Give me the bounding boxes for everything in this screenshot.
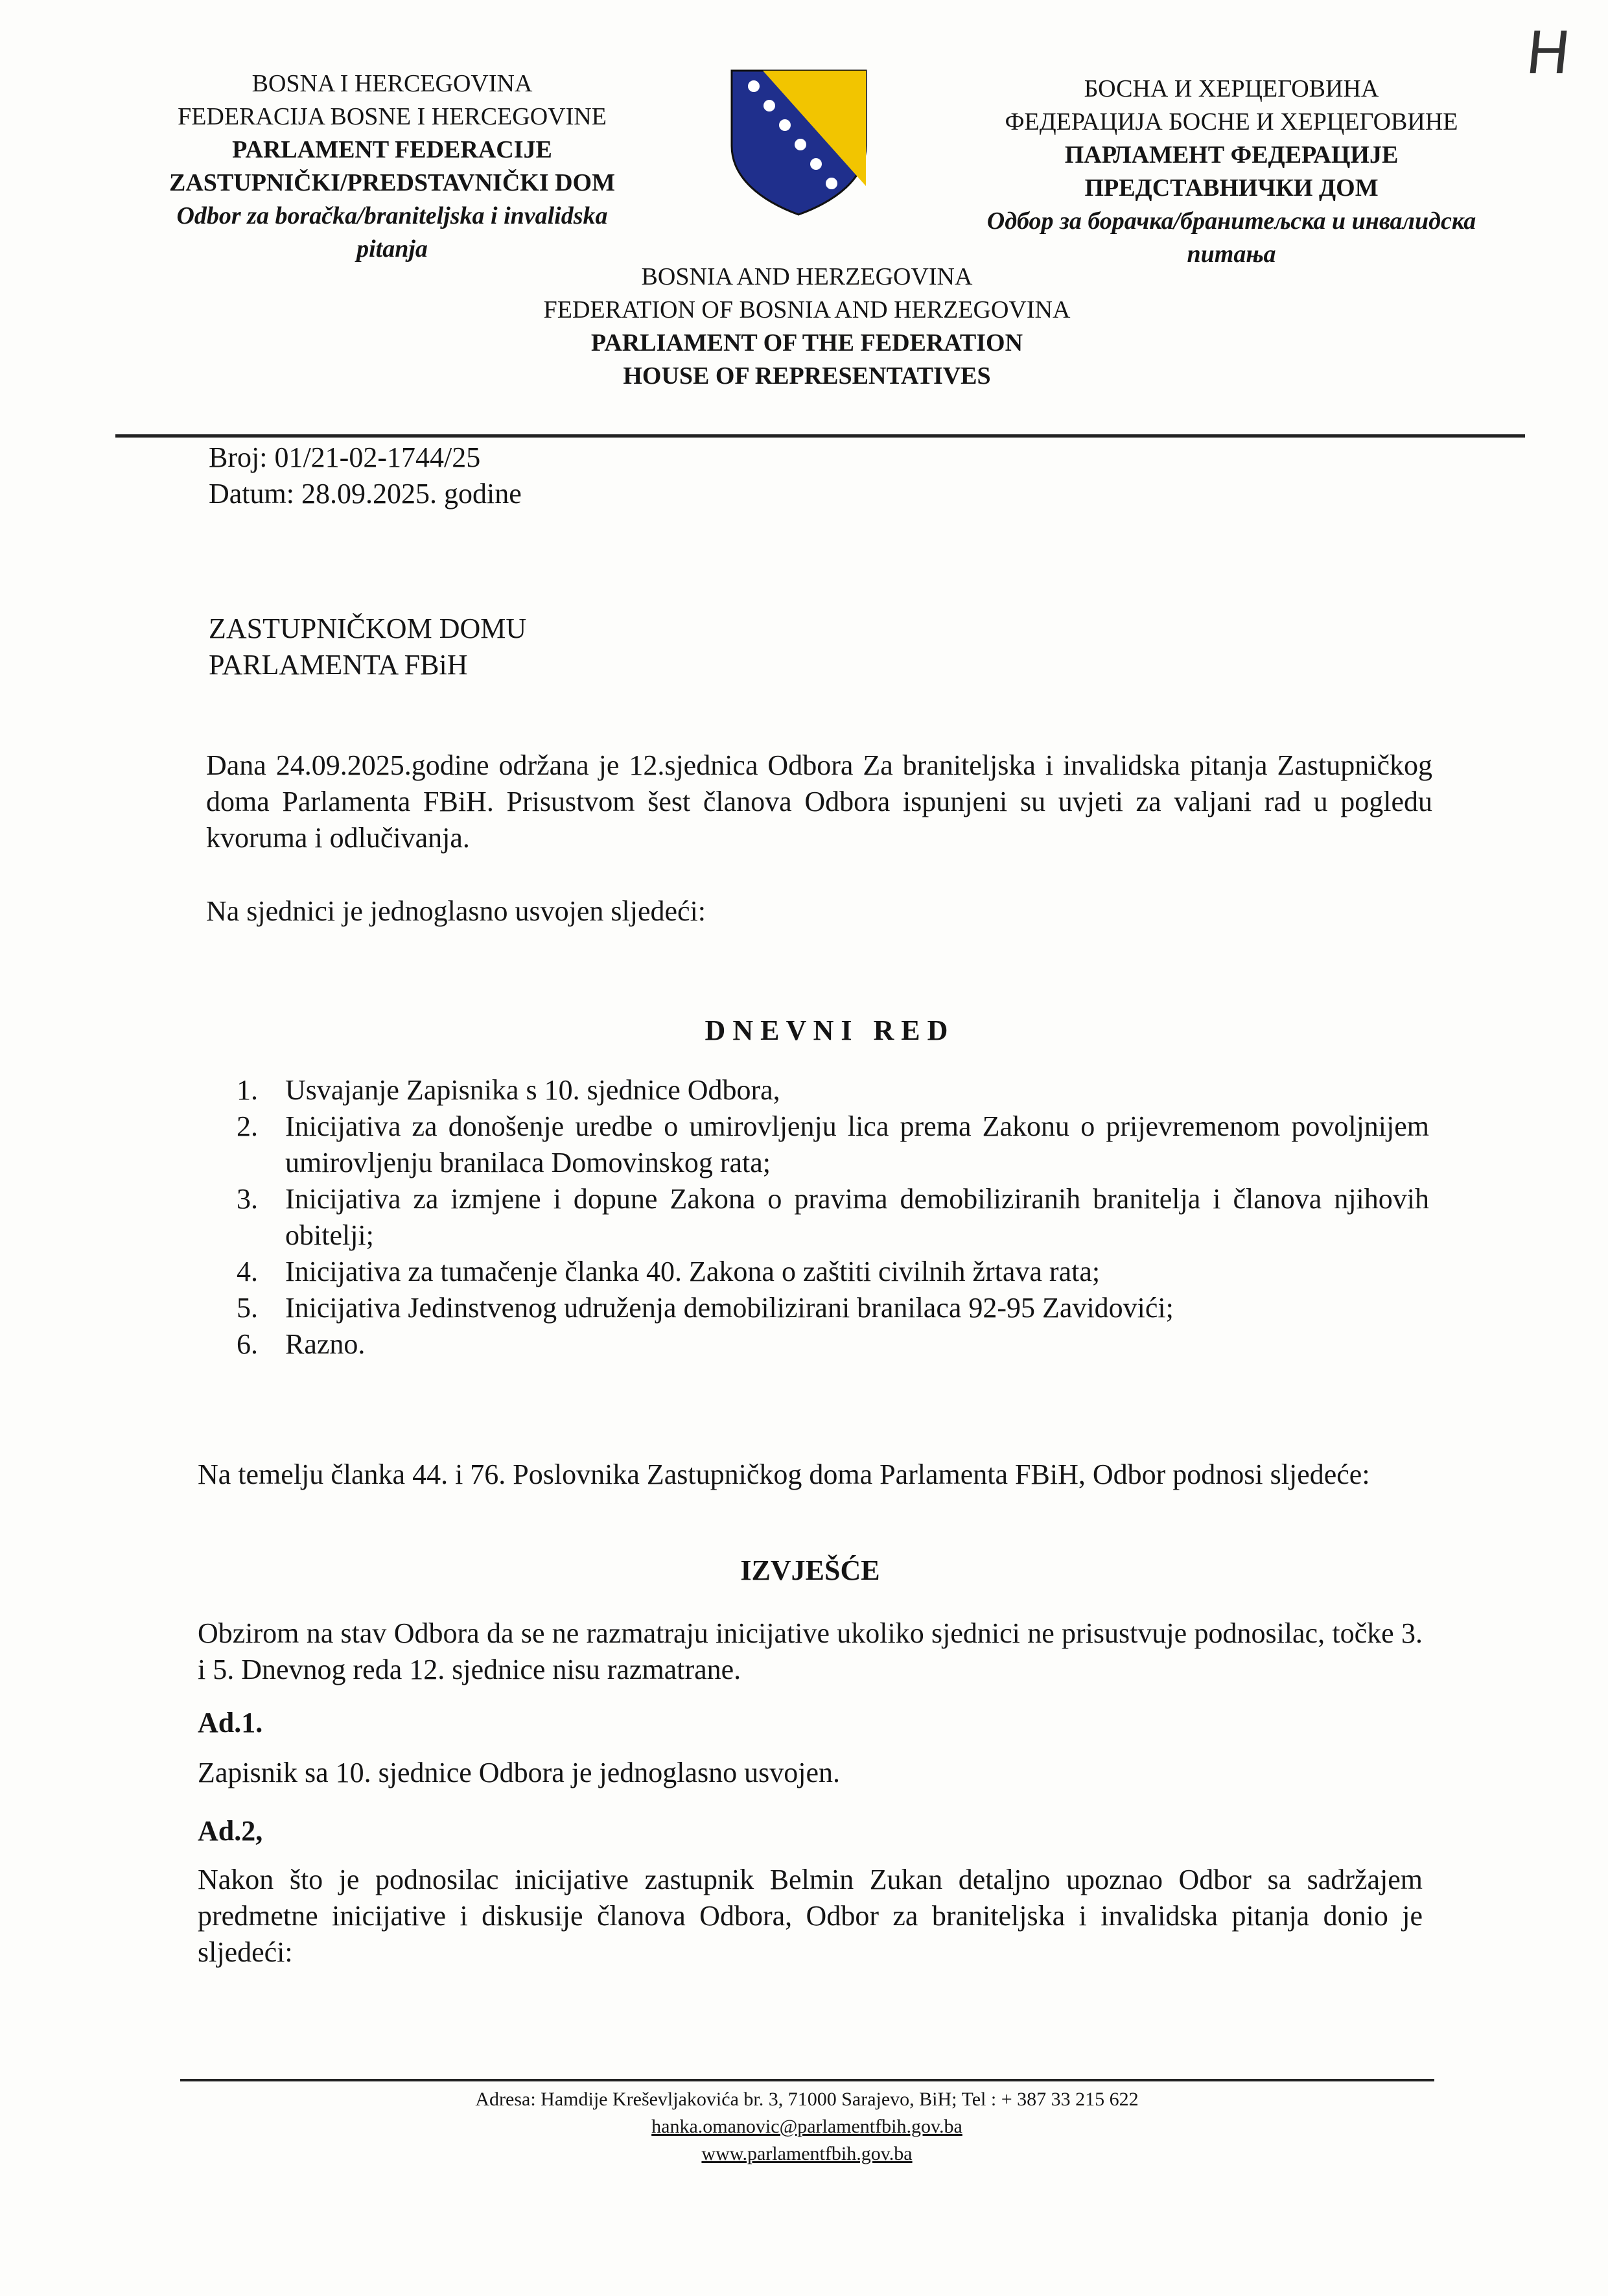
agenda-item-number: 2. <box>237 1110 258 1142</box>
agenda-item-number: 5. <box>237 1292 258 1324</box>
header-left-line-3: PARLAMENT FEDERACIJE <box>232 136 552 163</box>
header-center-line-4: HOUSE OF REPRESENTATIVES <box>623 362 991 390</box>
agenda-item-number: 4. <box>237 1256 258 1287</box>
list-item <box>237 1326 1429 1363</box>
header-divider <box>115 434 1525 438</box>
list-item <box>237 1254 1429 1290</box>
agenda-list <box>237 1072 1429 1363</box>
footer-address: Adresa: Hamdije Kreševljakovića br. 3, 71000 Sarajevo, BiH; Tel : + 387 33 215 622 <box>475 2089 1139 2110</box>
header-left-line-4: ZASTUPNIČKI/PREDSTAVNIČKI DOM <box>169 169 615 196</box>
header-right-line-4: ПРЕДСТАВНИЧКИ ДОМ <box>1084 174 1379 202</box>
agenda-item-number: 1. <box>237 1074 258 1106</box>
agenda-item-text: Inicijativa Jedinstvenog udruženja demobilizirani branilaca 92-95 Zavidovići; <box>285 1292 1174 1324</box>
header-left-line-1: BOSNA I HERCEGOVINA <box>251 70 533 97</box>
reference-date: Datum: 28.09.2025. godine <box>209 478 522 510</box>
footer <box>259 2086 1355 2168</box>
addressee-block <box>209 611 986 683</box>
agenda-item-number: 3. <box>237 1183 258 1215</box>
header-right-line-5: Одбор за борачка/бранитељска и инвалидска <box>986 207 1476 235</box>
adopted-line: Na sjednici je jednoglasno usvojen sljedeći: <box>206 895 706 927</box>
list-item <box>237 1072 1429 1108</box>
coat-of-arms-icon <box>729 68 868 217</box>
footer-email-link[interactable]: hanka.omanovic@parlamentfbih.gov.ba <box>651 2116 962 2137</box>
ad1-title: Ad.1. <box>198 1707 263 1739</box>
header-right-line-6: питања <box>1187 240 1276 268</box>
report-intro: Obzirom na stav Odbora da se ne razmatraju inicijative ukoliko sjednici ne prisustvuje podnosilac, točke 3. i 5. Dnevnog reda 12. sjednice nisu razmatrane. <box>198 1617 1423 1685</box>
addressee-line-2: PARLAMENTA FBiH <box>209 649 468 681</box>
header-center <box>454 261 1160 393</box>
intro-paragraph: Dana 24.09.2025.godine održana je 12.sjednica Odbora Za braniteljska i invalidska pitanja Zastupničkog doma Parlamenta FBiH. Prisustvom šest članova Odbora ispunjeni su uvjeti za valjani rad u pogledu kvoruma i odlučivanja. <box>206 749 1432 854</box>
list-item <box>237 1181 1429 1254</box>
reference-block <box>209 439 986 512</box>
footer-web-link[interactable]: www.parlamentfbih.gov.ba <box>701 2143 913 2164</box>
header-center-line-2: FEDERATION OF BOSNIA AND HERZEGOVINA <box>543 296 1071 323</box>
reference-number: Broj: 01/21-02-1744/25 <box>209 441 481 473</box>
ad1-text: Zapisnik sa 10. sjednice Odbora je jednoglasno usvojen. <box>198 1757 841 1788</box>
handwritten-mark: H <box>1522 19 1574 88</box>
footer-divider <box>180 2079 1434 2081</box>
agenda-item-text: Inicijativa za tumačenje članka 40. Zakona o zaštiti civilnih žrtava rata; <box>285 1256 1101 1287</box>
header-left-line-6: pitanja <box>356 235 428 263</box>
ad2-title: Ad.2, <box>198 1815 263 1847</box>
list-item <box>237 1108 1429 1181</box>
header-left-line-2: FEDERACIJA BOSNE I HERCEGOVINE <box>178 103 607 130</box>
agenda-item-text: Inicijativa za izmjene i dopune Zakona o pravima demobiliziranih branitelja i članova njihovih obitelji; <box>285 1183 1429 1251</box>
header-left <box>117 67 668 266</box>
basis-paragraph: Na temelju članka 44. i 76. Poslovnika Zastupničkog doma Parlamenta FBiH, Odbor podnosi sljedeće: <box>198 1458 1370 1490</box>
agenda-title: D N E V N I R E D <box>705 1014 948 1046</box>
agenda-item-text: Razno. <box>285 1328 366 1360</box>
ad2-text: Nakon što je podnosilac inicijative zastupnik Belmin Zukan detaljno upoznao Odbor sa sadržajem predmetne inicijative i diskusije članova Odbora, Odbor za braniteljska i invalidska pitanja donio je sljedeći: <box>198 1864 1423 1968</box>
agenda-item-text: Inicijativa za donošenje uredbe o umirovljenju lica prema Zakonu o prijevremenom povoljnijem umirovljenju branilaca Domovinskog rata; <box>285 1110 1429 1178</box>
header-center-line-3: PARLIAMENT OF THE FEDERATION <box>590 329 1023 357</box>
agenda-item-text: Usvajanje Zapisnika s 10. sjednice Odbora, <box>285 1074 780 1106</box>
header-right-line-3: ПАРЛАМЕНТ ФЕДЕРАЦИЈЕ <box>1064 141 1399 169</box>
report-title: IZVJEŠĆE <box>740 1554 880 1586</box>
header-right-line-2: ФЕДЕРАЦИЈА БОСНЕ И ХЕРЦЕГОВИНЕ <box>1005 108 1458 135</box>
header-left-line-5: Odbor za boračka/braniteljska i invalidska <box>176 202 608 229</box>
agenda-item-number: 6. <box>237 1328 258 1360</box>
addressee-line-1: ZASTUPNIČKOM DOMU <box>209 613 527 644</box>
header-right-line-1: БОСНА И ХЕРЦЕГОВИНА <box>1084 75 1379 102</box>
list-item <box>237 1290 1429 1326</box>
header-center-line-1: BOSNIA AND HERZEGOVINA <box>641 263 973 290</box>
header-right <box>940 73 1523 271</box>
